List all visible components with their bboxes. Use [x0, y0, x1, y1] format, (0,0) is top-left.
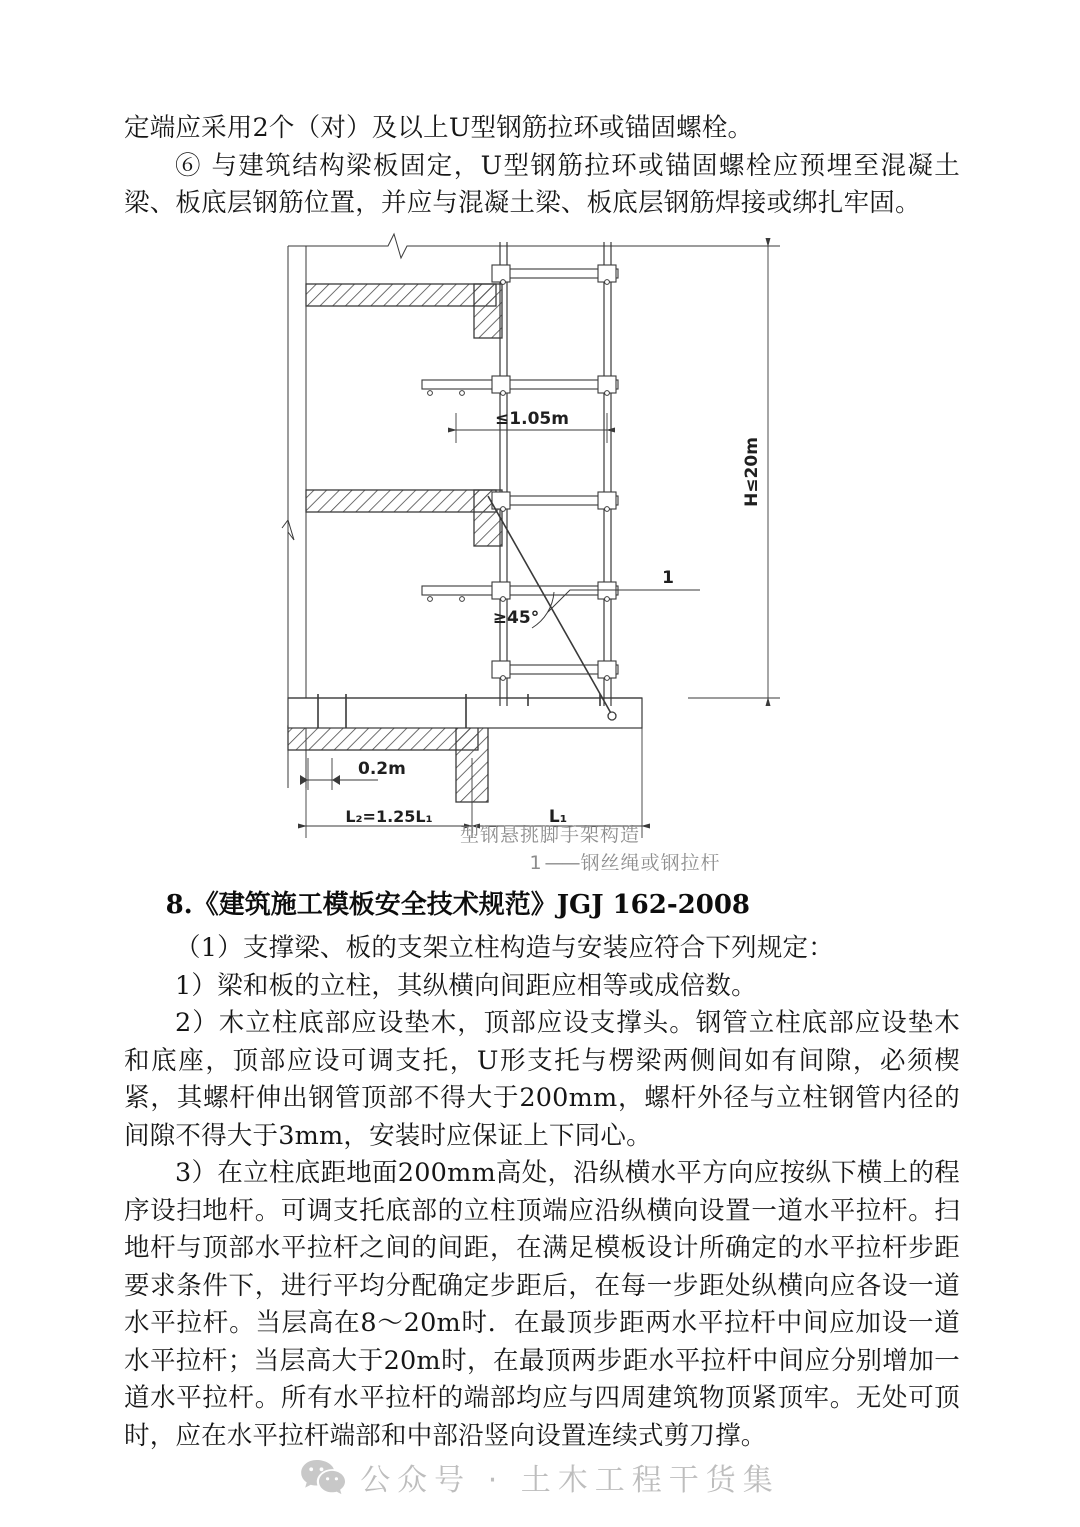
scaffold-ledger-level-3 — [492, 492, 618, 511]
legend-text: 钢丝绳或钢拉杆 — [580, 852, 721, 874]
label-cantilever-length: L₁ — [548, 807, 568, 827]
scaffold-vertical-standards — [500, 242, 611, 706]
footer-watermark — [0, 1455, 1080, 1499]
scaffold-ledger-level-4 — [422, 582, 618, 601]
scaffold-ledger-level-2 — [422, 376, 618, 395]
text-block-body — [124, 930, 960, 1455]
figure-legend — [270, 848, 830, 875]
label-edge-offset: 0.2m — [358, 759, 406, 779]
figure-caption: 型钢悬挑脚手架构造 — [459, 824, 640, 846]
label-brace-angle: ≥45° — [492, 608, 540, 628]
scaffold-ledger-level-1 — [492, 265, 618, 284]
label-total-height: H≤20m — [742, 437, 762, 507]
text-block-top — [124, 110, 960, 223]
upper-floor-slab — [306, 284, 502, 338]
footer-text: 公众号 · 土木工程干货集 — [360, 1463, 780, 1498]
legend-number: 1 — [529, 852, 543, 874]
paragraph-item-1-1: 1）梁和板的立柱，其纵横向间距应相等或成倍数。 — [175, 970, 757, 1001]
label-callout-one: 1 — [662, 568, 674, 588]
paragraph-continued: 定端应采用2个（对）及以上U型钢筋拉环或锚固螺栓。 — [124, 113, 754, 143]
wechat-icon — [300, 1458, 346, 1496]
steel-cantilever-beam — [288, 698, 642, 728]
scaffold-ledger-level-5 — [492, 661, 618, 680]
lower-floor-slab — [306, 490, 502, 546]
roof-edge-break-line — [288, 234, 690, 258]
label-horizontal-spacing: ≤1.05m — [495, 409, 569, 429]
drawing-geometry — [282, 234, 780, 838]
page-title: 8.《建筑施工模板安全技术规范》JGJ 162-2008 — [165, 890, 751, 920]
figure-cantilever-scaffold-diagram — [270, 228, 830, 878]
legend-dash: —— — [544, 852, 579, 874]
label-anchor-length: L₂=1.25L₁ — [345, 807, 433, 826]
dimension-total-height — [688, 246, 780, 698]
paragraph-item-1: （1）支撑梁、板的支架立柱构造与安装应符合下列规定： — [175, 933, 834, 963]
scaffold-construction-drawing — [270, 228, 830, 878]
section-heading-block — [124, 886, 960, 924]
paragraph-item-1-3: 3）在立柱底距地面200mm高处，沿纵横水平方向应按纵下横上的程序设扫地杆。可调支托底部的立柱顶端应沿纵横向设置一道水平拉杆。扫地杆与顶部水平拉杆之间的间距，在满足模板设计所确定的水平拉杆步距要求条件下，进行平均分配确定步距后，在每一步距处纵横向应各设一道水平拉杆。当层高在8～20m时．在最顶步距两水平拉杆中间应加设一道水平拉杆；当层高大于20m时，在最顶两步距水平拉杆中间应分别增加一道水平拉杆。所有水平拉杆的端部均应与四周建筑物顶紧顶牢。无处可顶时，应在水平拉杆端部和中部沿竖向设置连续式剪刀撑。 — [124, 1158, 960, 1451]
paragraph-item-1-2: 2）木立柱底部应设垫木，顶部应设支撑头。钢管立柱底部应设垫木和底座，顶部应设可调支托，U形支托与楞梁两侧间如有间隙，必须楔紧，其螺杆伸出钢管顶部不得大于200mm，螺杆外径与立柱钢管内径的间隙不得大于3mm，安装时应保证上下同心。 — [124, 1008, 960, 1151]
paragraph-item-6: ⑥ 与建筑结构梁板固定，U型钢筋拉环或锚固螺栓应预埋至混凝土梁、板底层钢筋位置，并应与混凝土梁、板底层钢筋焊接或绑扎牢固。 — [124, 150, 960, 218]
